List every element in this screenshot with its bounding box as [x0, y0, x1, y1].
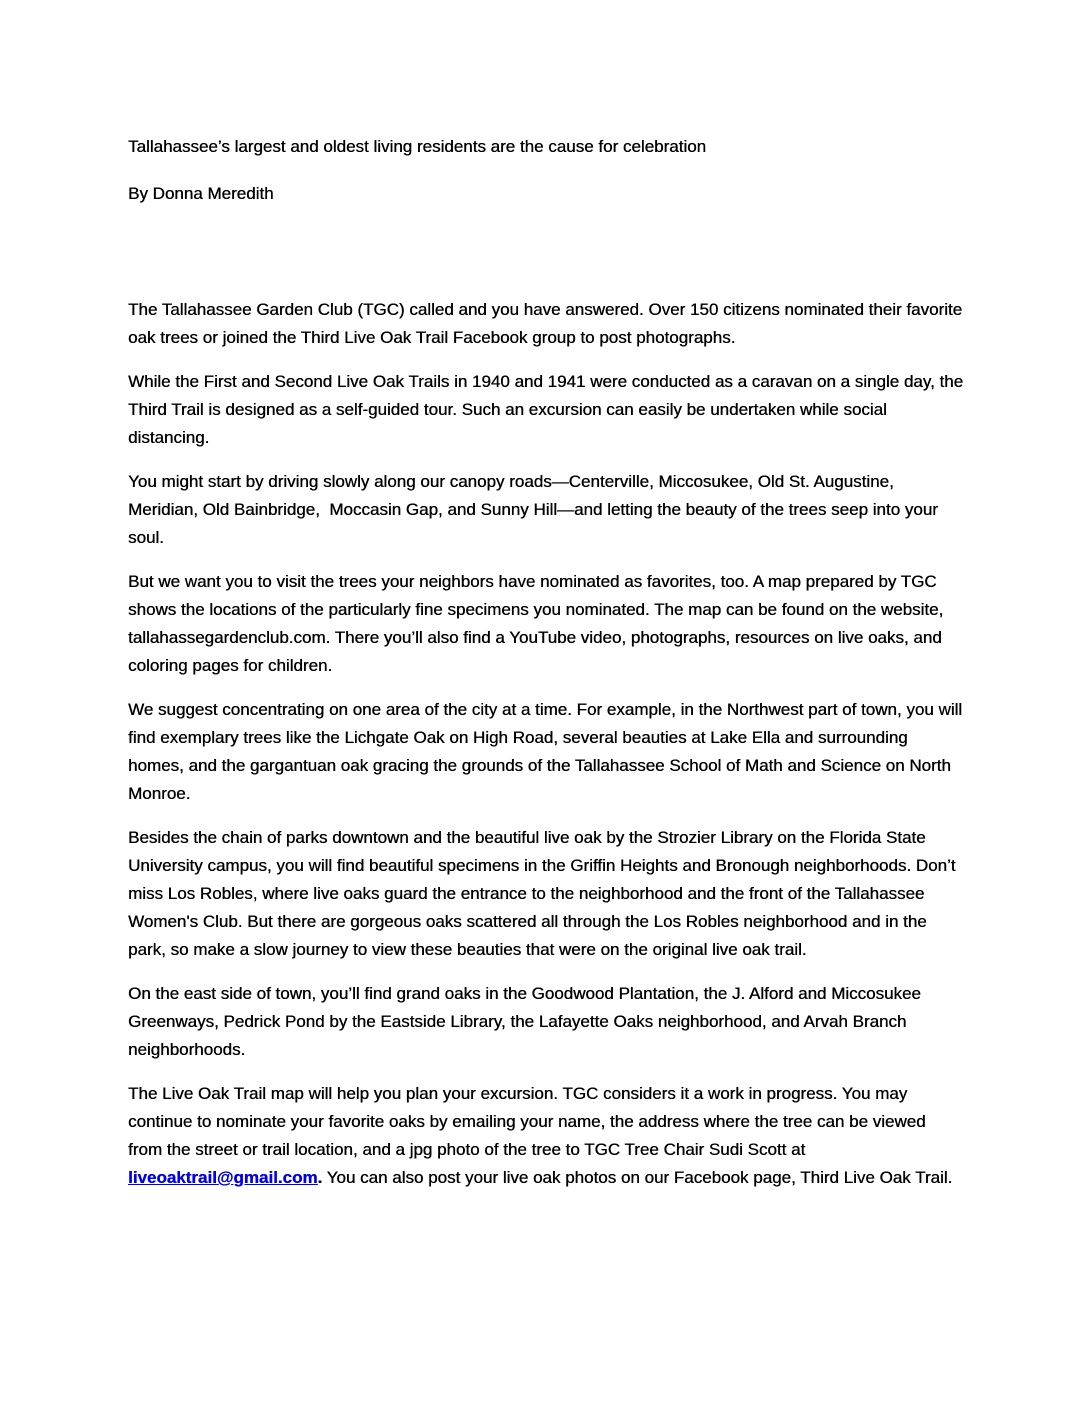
- article-paragraph: Besides the chain of parks downtown and the beautiful live oak by the Strozier Library on the Florida State University campus, you will find beautiful specimens in the Griffin Heights and Bronough neighborhoods. Don’t miss Los Robles, where live oaks guard the entrance to the neighborhood and the front of the Tallahassee Women's Club. But there are gorgeous oaks scattered all through the Los Robles neighborhood and in the park, so make a slow journey to view these beauties that were on the original live oak trail.: [128, 828, 961, 959]
- article-paragraph: On the east side of town, you’ll find grand oaks in the Goodwood Plantation, the J. Alford and Miccosukee Greenways, Pedrick Pond by the Eastside Library, the Lafayette Oaks neighborhood, and Arvah Branch neighborhoods.: [128, 984, 926, 1059]
- article-paragraph: We suggest concentrating on one area of the city at a time. For example, in the Northwest part of town, you will find exemplary trees like the Lichgate Oak on High Road, several beauties at Lake Ella and surrounding homes, and the gargantuan oak gracing the grounds of the Tallahassee School of Math and Science on North Monroe.: [128, 700, 967, 803]
- closing-text-before-link: The Live Oak Trail map will help you plan your excursion. TGC considers it a work in progress. You may continue to nominate your favorite oaks by emailing your name, the address where the tree can be viewed from the street or trail location, and a jpg photo of the tree to TGC Tree Chair Sudi Scott at: [128, 1084, 931, 1159]
- email-link[interactable]: liveoaktrail@gmail.com: [128, 1168, 318, 1187]
- article-paragraph: While the First and Second Live Oak Trails in 1940 and 1941 were conducted as a caravan on a single day, the Third Trail is designed as a self-guided tour. Such an excursion can easily be undertaken while social distancing.: [128, 372, 968, 447]
- article-closing-paragraph: [128, 1080, 964, 1192]
- closing-text-after-link: You can also post your live oak photos on our Facebook page, Third Live Oak Trail.: [322, 1168, 953, 1187]
- article-paragraph: The Tallahassee Garden Club (TGC) called and you have answered. Over 150 citizens nominated their favorite oak trees or joined the Third Live Oak Trail Facebook group to post photographs.: [128, 300, 967, 347]
- article-paragraph: You might start by driving slowly along our canopy roads—Centerville, Miccosukee, Old St. Augustine, Meridian, Old Bainbridge, Moccasin Gap, and Sunny Hill—and letting the beauty of the trees seep into your soul.: [128, 472, 943, 547]
- article-byline: By Donna Meredith: [128, 184, 274, 203]
- email-link-period: .: [317, 1168, 323, 1187]
- article-title: Tallahassee’s largest and oldest living residents are the cause for celebration: [128, 137, 707, 156]
- article-paragraph: But we want you to visit the trees your neighbors have nominated as favorites, too. A map prepared by TGC shows the locations of the particularly fine specimens you nominated. The map can be found on the website, tallahassegardenclub.com. There you’ll also find a YouTube video, photographs, resources on live oaks, and coloring pages for children.: [128, 572, 948, 675]
